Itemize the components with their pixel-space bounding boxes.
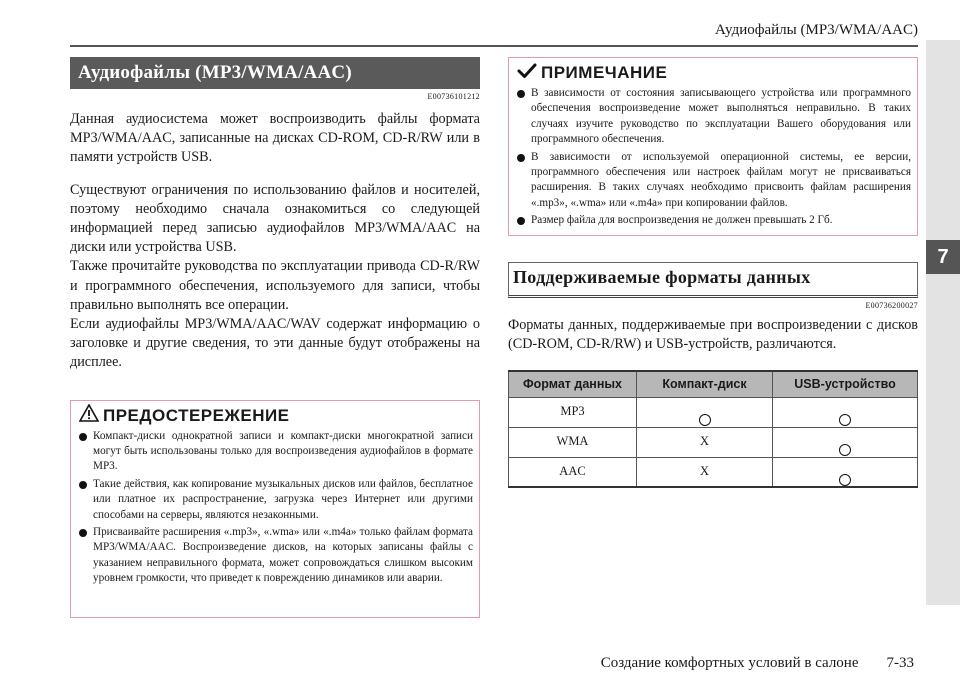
supported-circle-icon bbox=[839, 474, 851, 486]
table-header-row bbox=[509, 371, 918, 397]
top-rule bbox=[70, 45, 918, 47]
formats-heading-text: Поддерживаемые форматы данных bbox=[513, 266, 811, 287]
note-item: В зависимости от состояния записывающего устройства или программного обеспечения воспроизведение может выполняться неправильно. В таких случаях изучите руководство по эксплуатации Вашего оборудования или программного обеспечения. bbox=[517, 86, 911, 148]
caution-title: ПРЕДОСТЕРЕЖЕНИЕ bbox=[103, 405, 290, 425]
usb-cell bbox=[773, 427, 918, 457]
warning-triangle-icon bbox=[79, 404, 99, 427]
page-footer bbox=[601, 655, 914, 672]
usb-cell bbox=[773, 457, 918, 487]
body-paragraph: Если аудиофайлы MP3/WMA/AAC/WAV содержат информацию о заголовке и другие сведения, то эти данные будут отображены на дисплее. bbox=[70, 316, 480, 371]
caution-item: Присваивайте расширения «.mp3», «.wma» или «.m4a» только файлам формата MP3/WMA/AAC. Воспроизведение дисков, на которых записаны файлы с указанием неправильного формата, может сопровождаться слишком высоким уровнем громкости, что приведет к повреждению динамиков или аварии. bbox=[79, 525, 473, 587]
note-title: ПРИМЕЧАНИЕ bbox=[541, 63, 668, 82]
caution-header bbox=[71, 401, 479, 427]
table-header-usb: USB-устройство bbox=[773, 371, 918, 397]
table-row bbox=[509, 457, 918, 487]
page-number: 7-33 bbox=[886, 655, 914, 671]
cd-cell: X bbox=[637, 427, 773, 457]
right-column bbox=[508, 57, 918, 488]
note-list bbox=[509, 86, 917, 229]
section-title: Аудиофайлы (MP3/WMA/AAC) bbox=[70, 57, 480, 89]
running-head: Аудиофайлы (MP3/WMA/AAC) bbox=[714, 22, 918, 38]
footer-section-title: Создание комфортных условий в салоне bbox=[600, 655, 859, 671]
note-header bbox=[509, 58, 917, 84]
body-paragraph: Также прочитайте руководства по эксплуатации привода CD-R/RW и программного обеспечения, используемого для записи, чтобы правильно выполнять все операции. bbox=[70, 258, 480, 313]
body-paragraph: Данная аудиосистема может воспроизводить файлы формата MP3/WMA/AAC, записанные на дисках CD-ROM, CD-R/RW или в памяти устройств USB. bbox=[70, 111, 480, 166]
formats-code: E00736200027 bbox=[865, 300, 918, 310]
body-paragraph: Существуют ограничения по использованию файлов и носителей, поэтому необходимо сначала ознакомиться со следующей информацией перед записью аудиофайлов MP3/WMA/AAC на диски или устройства USB. bbox=[70, 181, 480, 256]
caution-list bbox=[71, 429, 479, 587]
left-column bbox=[70, 57, 480, 618]
section-code: E00736101212 bbox=[427, 92, 480, 101]
note-item: В зависимости от используемой операционной системы, ее версии, программного обеспечения или настроек файлам могут не присваиваться расширения. В таких случаях необходимо присвоить файлам расширения «.mp3», «.wma» или «.m4a» при копировании файлов. bbox=[517, 150, 911, 212]
formats-table bbox=[508, 370, 918, 488]
checkmark-icon bbox=[517, 62, 537, 85]
chapter-badge: 7 bbox=[926, 240, 960, 274]
caution-item: Такие действия, как копирование музыкальных дисков или файлов, бесплатное или платное их распространение, загрузка через Интернет или другими способами на серверы, являются незаконными. bbox=[79, 477, 473, 523]
cd-cell: X bbox=[637, 457, 773, 487]
supported-circle-icon bbox=[699, 414, 711, 426]
supported-circle-icon bbox=[839, 444, 851, 456]
caution-item: Компакт-диски однократной записи и компакт-диски многократной записи могут быть использованы только для воспроизведения аудиофайлов в формате MP3. bbox=[79, 429, 473, 475]
format-cell: MP3 bbox=[509, 397, 637, 427]
format-cell: AAC bbox=[509, 457, 637, 487]
caution-box bbox=[70, 400, 480, 618]
formats-heading bbox=[508, 262, 918, 298]
note-box bbox=[508, 57, 918, 236]
cd-cell bbox=[637, 397, 773, 427]
table-header-format: Формат данных bbox=[509, 371, 637, 397]
table-row bbox=[509, 397, 918, 427]
formats-paragraph: Форматы данных, поддерживаемые при воспроизведении с дисков (CD-ROM, CD-R/RW) и USB-устройств, различаются. bbox=[508, 316, 918, 352]
supported-circle-icon bbox=[839, 414, 851, 426]
usb-cell bbox=[773, 397, 918, 427]
format-cell: WMA bbox=[509, 427, 637, 457]
table-row bbox=[509, 427, 918, 457]
chapter-side-tab bbox=[926, 40, 960, 605]
table-header-cd: Компакт-диск bbox=[637, 371, 773, 397]
note-item: Размер файла для воспроизведения не должен превышать 2 Гб. bbox=[517, 213, 911, 228]
